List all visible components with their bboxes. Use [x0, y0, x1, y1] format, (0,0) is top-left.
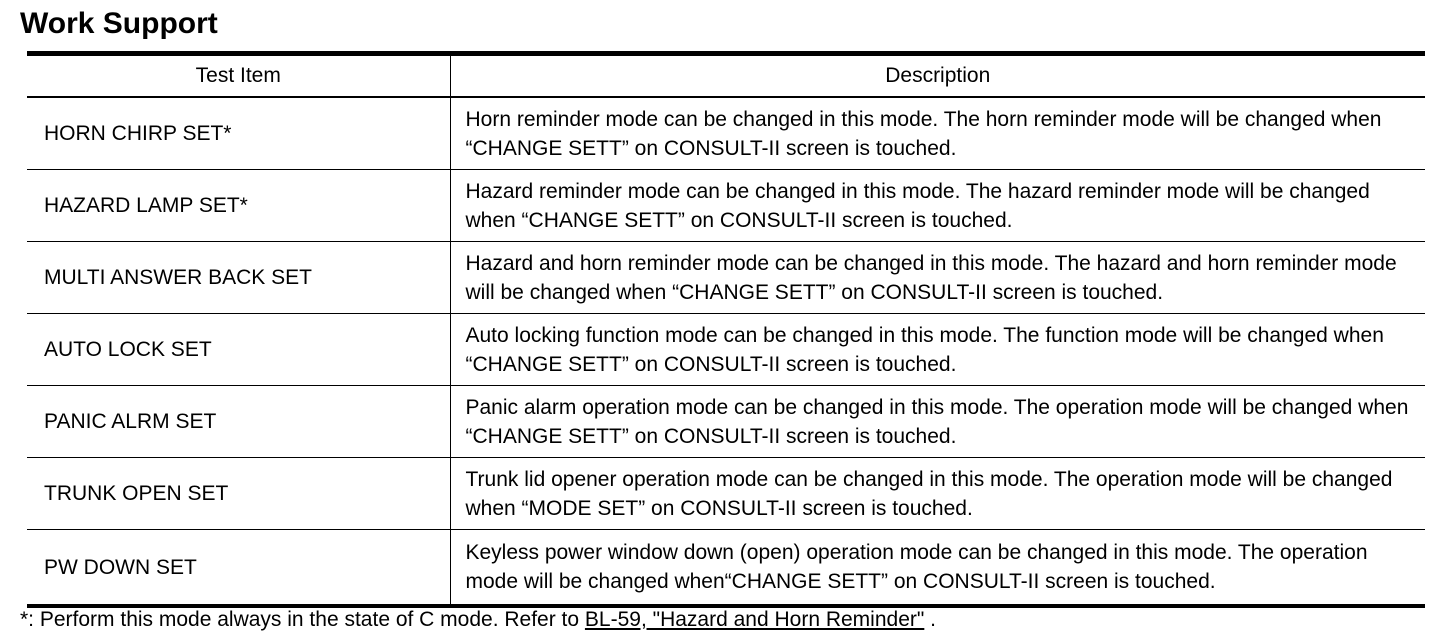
test-item-cell: AUTO LOCK SET: [27, 314, 450, 386]
test-item-cell: TRUNK OPEN SET: [27, 458, 450, 530]
table-row: [27, 170, 1425, 242]
description-cell: Panic alarm operation mode can be changed in this mode. The operation mode will be changed when “CHANGE SETT” on CONSULT-II screen is touched.: [450, 386, 1425, 458]
reference-link[interactable]: BL-59, "Hazard and Horn Reminder": [584, 608, 925, 631]
test-item-cell: MULTI ANSWER BACK SET: [27, 242, 450, 314]
column-header-test-item: Test Item: [27, 56, 450, 97]
test-item-cell: HORN CHIRP SET*: [27, 97, 450, 170]
description-cell: Keyless power window down (open) operation mode can be changed in this mode. The operation mode will be changed when“CHANGE SETT” on CONSULT-II screen is touched.: [465, 541, 1368, 593]
page-title: Work Support: [20, 7, 218, 40]
footnote-text: *: Perform this mode always in the state of C mode. Refer to: [20, 608, 585, 631]
column-header-description: Description: [450, 56, 1425, 97]
footnote-suffix: .: [924, 608, 936, 631]
table-row: [27, 530, 1425, 605]
test-item-cell: HAZARD LAMP SET*: [27, 170, 450, 242]
description-cell: Hazard and horn reminder mode can be changed in this mode. The hazard and horn reminder mode will be changed when “CHANGE SETT” on CONSULT-II screen is touched.: [450, 242, 1425, 314]
table-row: [27, 314, 1425, 386]
description-cell: Hazard reminder mode can be changed in this mode. The hazard reminder mode will be changed when “CHANGE SETT” on CONSULT-II screen is touched.: [450, 170, 1425, 242]
table-row: [27, 97, 1425, 170]
table-row: [27, 242, 1425, 314]
table-header-row: [27, 56, 1425, 97]
test-item-cell: PANIC ALRM SET: [27, 386, 450, 458]
table-row: [27, 458, 1425, 530]
work-support-table-container: [27, 51, 1425, 608]
description-cell: Trunk lid opener operation mode can be changed in this mode. The operation mode will be changed when “MODE SET” on CONSULT-II screen is touched.: [450, 458, 1425, 530]
description-cell: Horn reminder mode can be changed in this mode. The horn reminder mode will be changed when “CHANGE SETT” on CONSULT-II screen is touched.: [450, 97, 1425, 170]
table-row: [27, 386, 1425, 458]
footnote: [20, 606, 936, 634]
description-cell: Auto locking function mode can be changed in this mode. The function mode will be changed when “CHANGE SETT” on CONSULT-II screen is touched.: [450, 314, 1425, 386]
test-item-cell: PW DOWN SET: [27, 530, 450, 605]
work-support-table: [27, 56, 1425, 604]
